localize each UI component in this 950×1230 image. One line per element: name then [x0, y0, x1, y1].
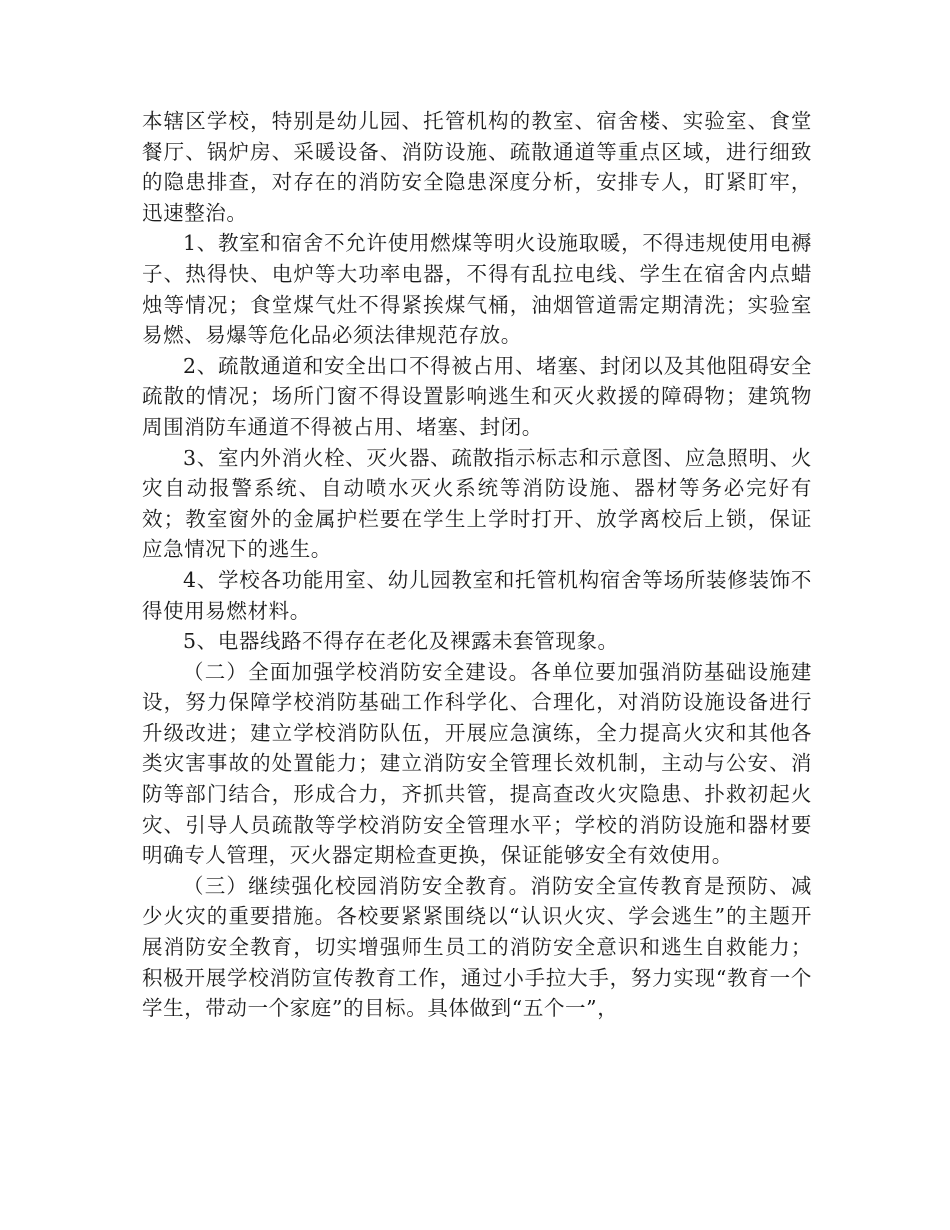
paragraph-section-2: （二）全面加强学校消防安全建设。各单位要加强消防基础设施建设，努力保障学校消防基础工作科学化、合理化，对消防设施设备进行升级改进；建立学校消防队伍，开展应急演练，全力提高火灾和其他各类灾害事故的处置能力；建立消防安全管理长效机制，主动与公安、消防等部门结合，形成合力，齐抓共管，提高查改火灾隐患、扑救初起火灾、引导人员疏散等学校消防安全管理水平；学校的消防设施和器材要明确专人管理，灭火器定期检查更换，保证能够安全有效使用。: [142, 659, 812, 868]
paragraph-item-3: 3、室内外消火栓、灭火器、疏散指示标志和示意图、应急照明、火灾自动报警系统、自动喷水灭火系统等消防设施、器材等务必完好有效；教室窗外的金属护栏要在学生上学时打开、放学离校后上锁，保证应急情况下的逃生。: [142, 445, 812, 562]
document-body: [142, 106, 812, 1024]
paragraph-item-5: 5、电器线路不得存在老化及裸露未套管现象。: [183, 629, 619, 654]
paragraph-item-4: 4、学校各功能用室、幼儿园教室和托管机构宿舍等场所装修装饰不得使用易燃材料。: [142, 567, 812, 623]
paragraph-intro: 本辖区学校，特别是幼儿园、托管机构的教室、宿舍楼、实验室、食堂餐厅、锅炉房、采暖设备、消防设施、疏散通道等重点区域，进行细致的隐患排查，对存在的消防安全隐患深度分析，安排专人，盯紧盯牢，迅速整治。: [142, 109, 812, 225]
paragraph-section-3: （三）继续强化校园消防安全教育。消防安全宣传教育是预防、减少火灾的重要措施。各校要紧紧围绕以“认识火灾、学会逃生”的主题开展消防安全教育，切实增强师生员工的消防安全意识和逃生自救能力；积极开展学校消防宣传教育工作，通过小手拉大手，努力实现“教育一个学生，带动一个家庭”的目标。具体做到“五个一”，: [142, 873, 812, 1021]
paragraph-item-1: 1、教室和宿舍不允许使用燃煤等明火设施取暖，不得违规使用电褥子、热得快、电炉等大功率电器，不得有乱拉电线、学生在宿舍内点蜡烛等情况；食堂煤气灶不得紧挨煤气桶，油烟管道需定期清洗；实验室易燃、易爆等危化品必须法律规范存放。: [142, 231, 812, 348]
paragraph-item-2: 2、疏散通道和安全出口不得被占用、堵塞、封闭以及其他阻碍安全疏散的情况；场所门窗不得设置影响逃生和灭火救援的障碍物；建筑物周围消防车通道不得被占用、堵塞、封闭。: [142, 353, 812, 439]
